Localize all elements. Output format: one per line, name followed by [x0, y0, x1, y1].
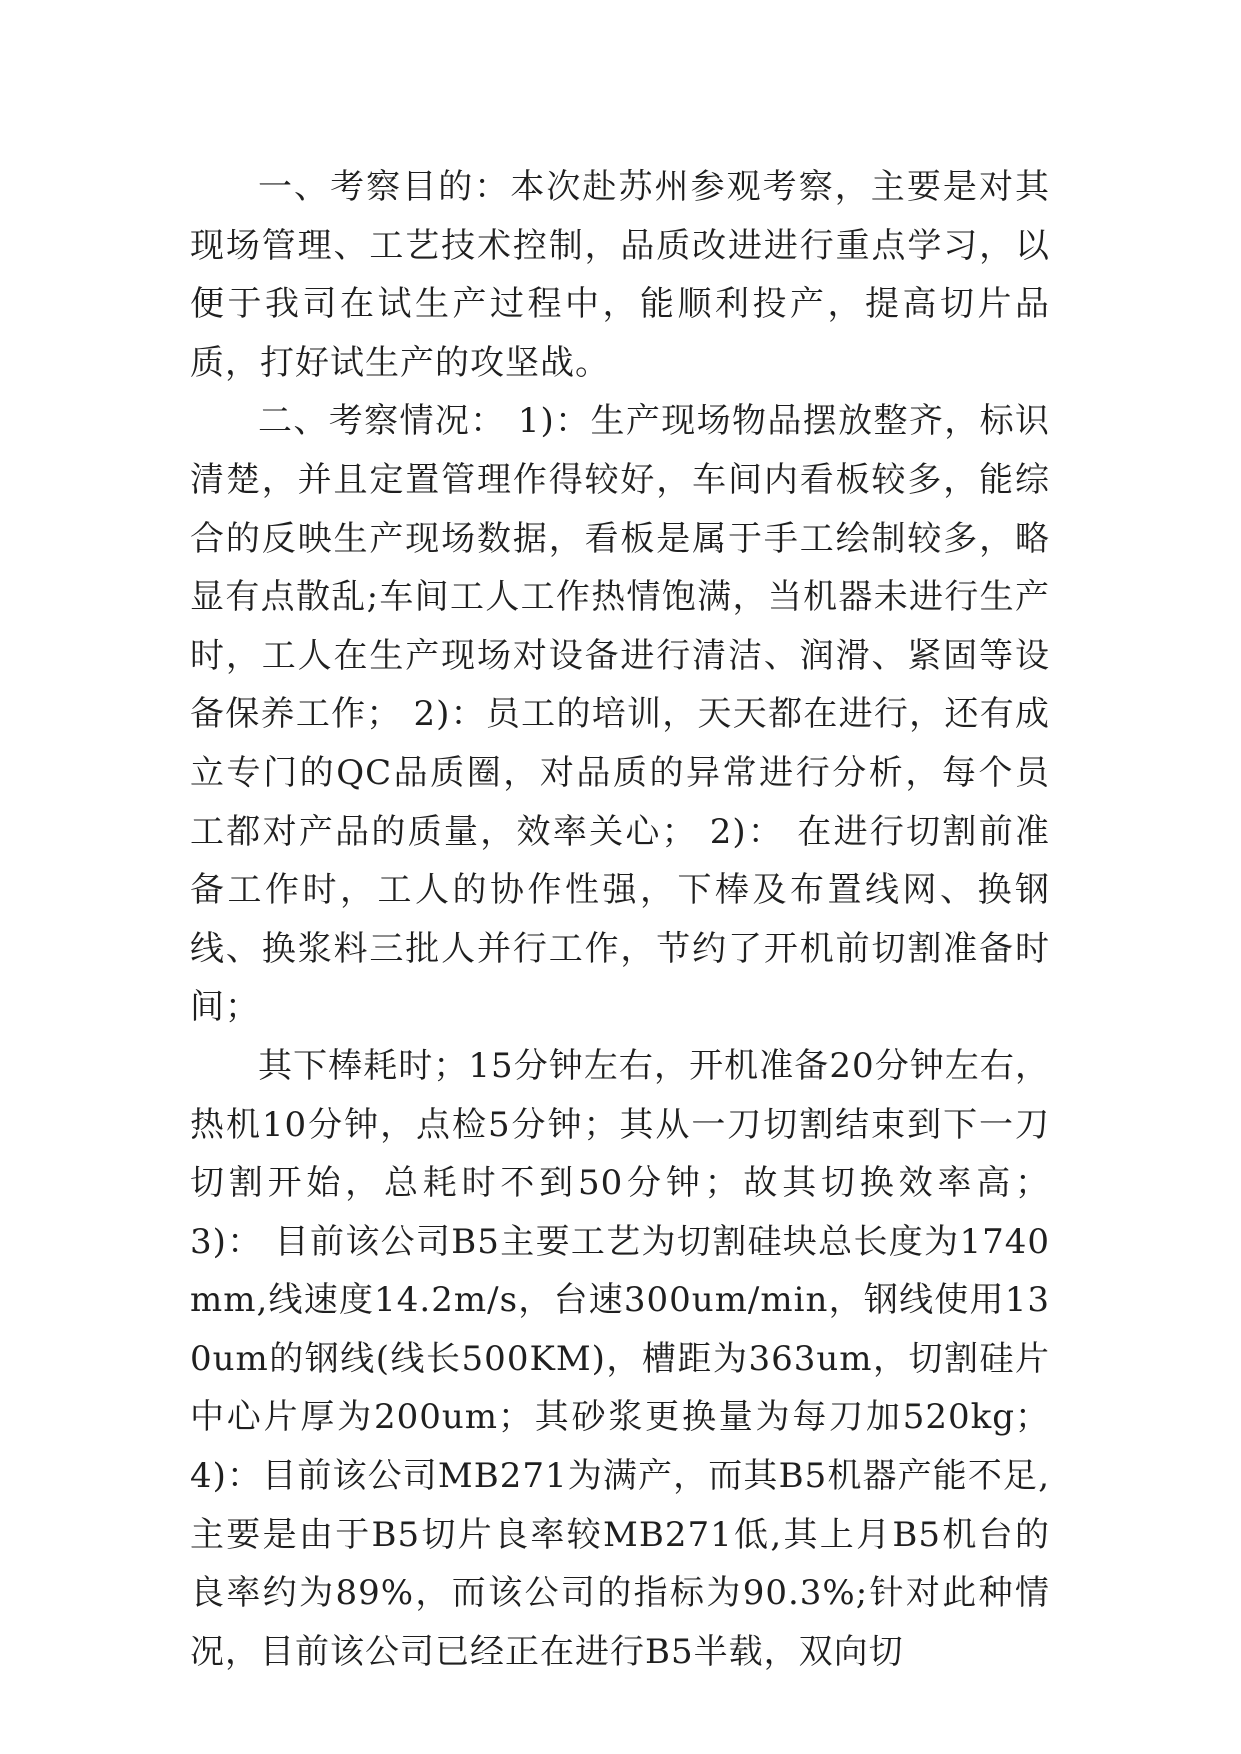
paragraph-purpose: 一、考察目的：本次赴苏州参观考察，主要是对其现场管理、工艺技术控制，品质改进进行重点学习，以便于我司在试生产过程中，能顺利投产，提高切片品质，打好试生产的攻坚战。	[190, 167, 1050, 383]
paragraph-situation: 二、考察情况： 1)：生产现场物品摆放整齐，标识清楚，并且定置管理作得较好，车间内看板较多，能综合的反映生产现场数据，看板是属于手工绘制较多，略显有点散乱;车间工人工作热情饱满，当机器未进行生产时，工人在生产现场对设备进行清洁、润滑、紧固等设备保养工作； 2)：员工的培训，天天都在进行，还有成立专门的QC品质圈，对品质的异常进行分析，每个员工都对产品的质量，效率关心； 2)： 在进行切割前准备工作时，工人的协作性强，下棒及布置线网、换钢线、换浆料三批人并行工作，节约了开机前切割准备时间；	[190, 401, 1050, 1028]
document-body	[190, 158, 1050, 1681]
paragraph-process-details: 其下棒耗时；15分钟左右，开机准备20分钟左右，热机10分钟，点检5分钟；其从一刀切割结束到下一刀切割开始，总耗时不到50分钟；故其切换效率高； 3)： 目前该公司B5主要工艺为切割硅块总长度为1740mm,线速度14.2m/s，台速300um/min，钢线使用130um的钢线(线长500KM)，槽距为363um，切割硅片中心片厚为200um；其砂浆更换量为每刀加520kg； 4)：目前该公司MB271为满产，而其B5机器产能不足,主要是由于B5切片良率较MB271低,其上月B5机台的良率约为89%，而该公司的指标为90.3%;针对此种情况，目前该公司已经正在进行B5半载，双向切	[190, 1045, 1050, 1672]
